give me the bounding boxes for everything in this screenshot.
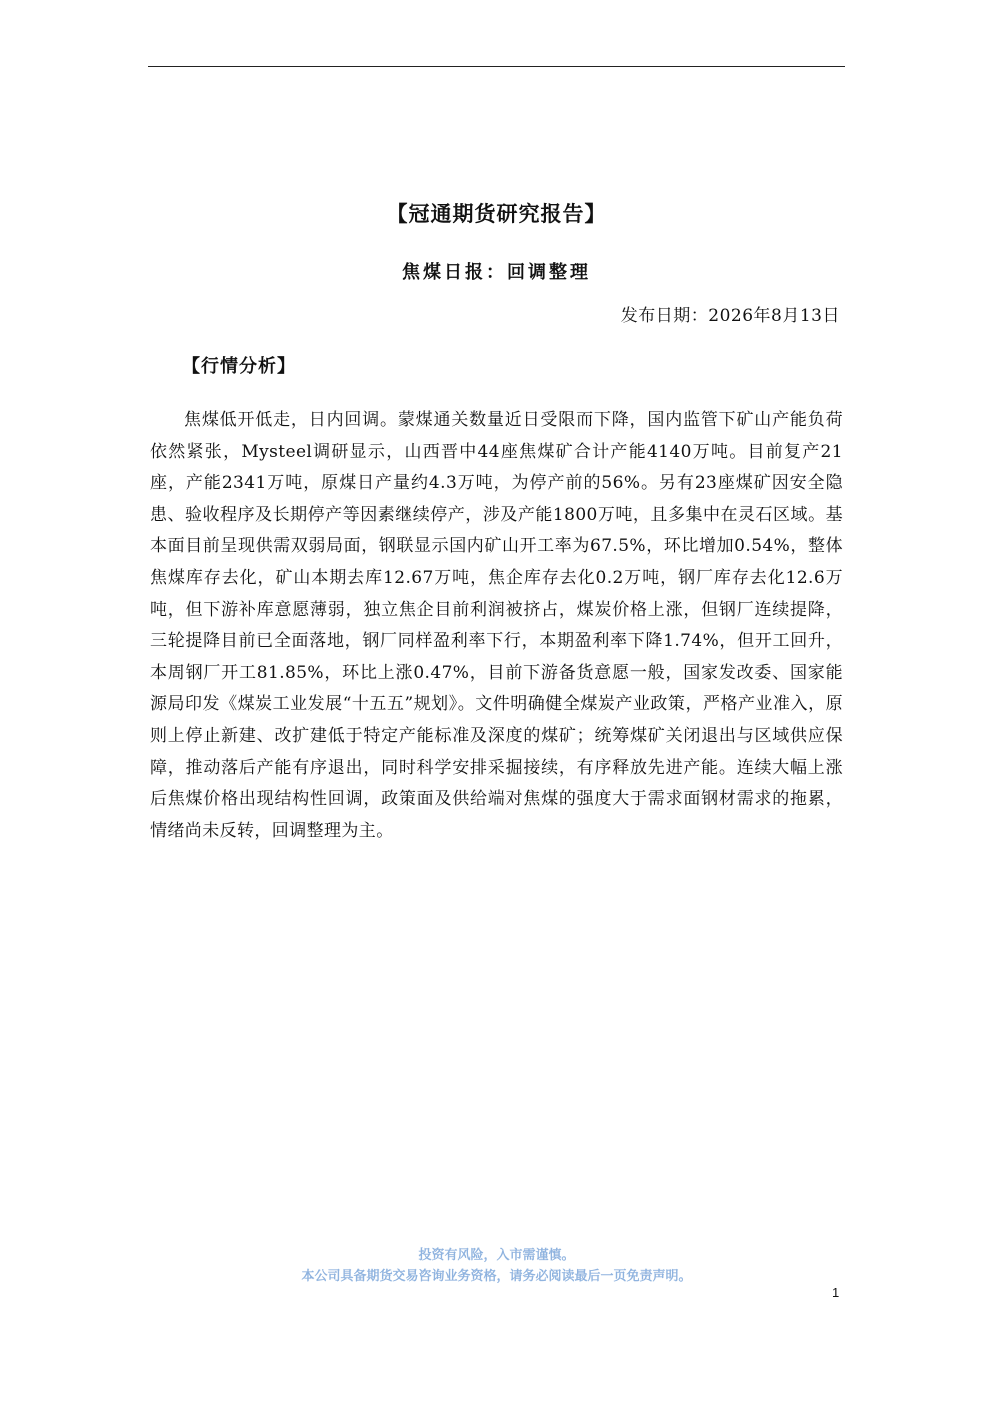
header-rule bbox=[148, 66, 845, 67]
market-analysis-paragraph: 焦煤低开低走，日内回调。蒙煤通关数量近日受限而下降，国内监管下矿山产能负荷依然紧张，Mysteel调研显示，山西晋中44座焦煤矿合计产能4140万吨。目前复产21座，产能2341万吨，原煤日产量约4.3万吨，为停产前的56%。另有23座煤矿因安全隐患、验收程序及长期停产等因素继续停产，涉及产能1800万吨，且多集中在灵石区域。基本面目前呈现供需双弱局面，钢联显示国内矿山开工率为67.5%，环比增加0.54%，整体焦煤库存去化，矿山本期去库12.67万吨，焦企库存去化0.2万吨，钢厂库存去化12.6万吨，但下游补库意愿薄弱，独立焦企目前利润被挤占，煤炭价格上涨，但钢厂连续提降，三轮提降目前已全面落地，钢厂同样盈利率下行，本期盈利率下降1.74%，但开工回升，本周钢厂开工81.85%，环比上涨0.47%，目前下游备货意愿一般，国家发改委、国家能源局印发《煤炭工业发展“十五五”规划》。文件明确健全煤炭产业政策，严格产业准入，原则上停止新建、改扩建低于特定产能标准及深度的煤矿；统筹煤矿关闭退出与区域供应保障，推动落后产能有序退出，同时科学安排采掘接续，有序释放先进产能。连续大幅上涨后焦煤价格出现结构性回调，政策面及供给端对焦煤的强度大于需求面钢材需求的拖累，情绪尚未反转，回调整理为主。 bbox=[150, 410, 843, 841]
publish-date: 发布日期：2026年8月13日 bbox=[620, 306, 840, 326]
page-number: 1 bbox=[832, 1285, 840, 1300]
footer-disclaimer: 本公司具备期货交易咨询业务资格，请务必阅读最后一页免责声明。 bbox=[301, 1269, 692, 1284]
footer-risk-warning: 投资有风险，入市需谨慎。 bbox=[418, 1248, 575, 1263]
report-subtitle: 焦煤日报：回调整理 bbox=[402, 262, 591, 283]
section-heading-market-analysis: 【行情分析】 bbox=[182, 356, 296, 377]
report-title: 【冠通期货研究报告】 bbox=[386, 201, 607, 226]
